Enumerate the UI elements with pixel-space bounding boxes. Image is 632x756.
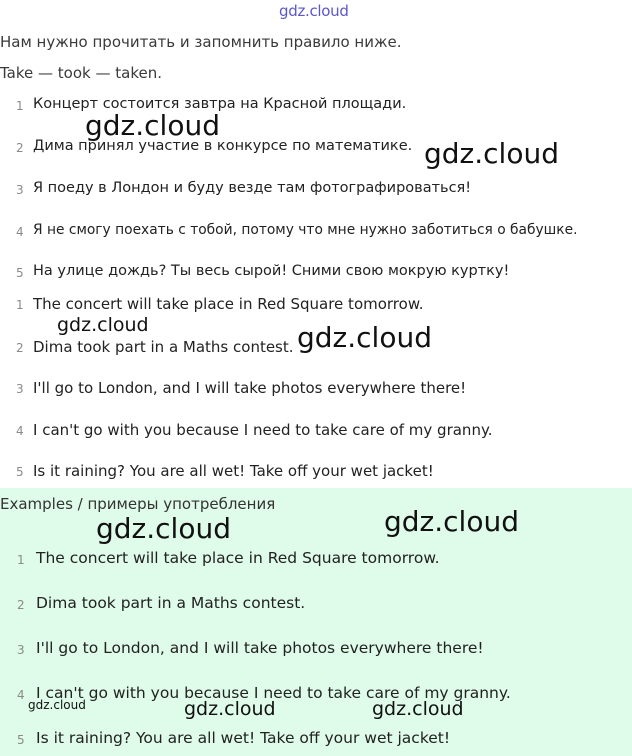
site-logo[interactable]: gdz.cloud (279, 2, 349, 20)
item-number: 3 (16, 382, 24, 396)
list-item: На улице дождь? Ты весь сырой! Сними свою мокрую куртку! (33, 263, 510, 279)
watermark: gdz.cloud (372, 698, 464, 720)
item-number: 3 (16, 183, 24, 197)
item-number: 5 (17, 733, 25, 747)
list-item: I'll go to London, and I will take photos everywhere there! (36, 639, 484, 657)
list-item: I can't go with you because I need to take care of my granny. (33, 421, 493, 439)
list-item: Дима принял участие в конкурсе по математике. (33, 138, 413, 154)
watermark: gdz.cloud (57, 314, 149, 336)
watermark: gdz.cloud (96, 512, 231, 545)
verb-forms: Take — took — taken. (0, 64, 162, 82)
watermark: gdz.cloud (28, 698, 86, 712)
list-item: The concert will take place in Red Square tomorrow. (33, 295, 424, 313)
intro-text: Нам нужно прочитать и запомнить правило ниже. (0, 33, 402, 51)
list-item: I'll go to London, and I will take photos everywhere there! (33, 379, 467, 397)
item-number: 2 (17, 598, 25, 612)
item-number: 2 (16, 141, 24, 155)
item-number: 1 (16, 99, 24, 113)
list-item: I can't go with you because I need to take care of my granny. (36, 684, 511, 702)
item-number: 3 (17, 643, 25, 657)
watermark: gdz.cloud (184, 698, 276, 720)
list-item: The concert will take place in Red Square tomorrow. (36, 549, 440, 567)
item-number: 5 (16, 266, 24, 280)
item-number: 5 (16, 465, 24, 479)
examples-title: Examples / примеры употребления (0, 495, 276, 513)
item-number: 1 (17, 553, 25, 567)
examples-box (0, 488, 632, 756)
item-number: 1 (16, 298, 24, 312)
list-item: Я поеду в Лондон и буду везде там фотографироваться! (33, 180, 472, 196)
watermark: gdz.cloud (85, 109, 220, 142)
watermark: gdz.cloud (297, 321, 432, 354)
list-item: Dima took part in a Maths contest. (33, 338, 294, 356)
watermark: gdz.cloud (424, 137, 559, 170)
list-item: Я не смогу поехать с тобой, потому что мне нужно заботиться о бабушке. (33, 222, 578, 238)
item-number: 4 (16, 424, 24, 438)
list-item: Is it raining? You are all wet! Take off your wet jacket! (36, 729, 451, 747)
list-item: Концерт состоится завтра на Красной площади. (33, 96, 407, 112)
item-number: 2 (16, 341, 24, 355)
item-number: 4 (17, 688, 25, 702)
item-number: 4 (16, 225, 24, 239)
watermark: gdz.cloud (384, 505, 519, 538)
list-item: Is it raining? You are all wet! Take off your wet jacket! (33, 462, 434, 480)
list-item: Dima took part in a Maths contest. (36, 594, 306, 612)
